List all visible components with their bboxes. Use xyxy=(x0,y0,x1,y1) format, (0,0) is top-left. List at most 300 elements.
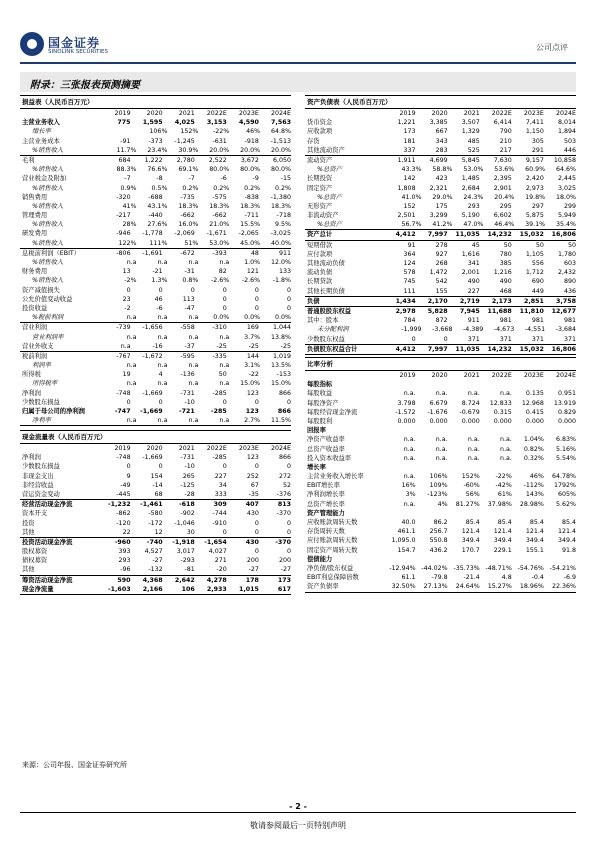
row-label: 总资产增长率 xyxy=(307,500,345,508)
value-cell: 0 xyxy=(158,398,163,406)
value-cell: 22 xyxy=(122,528,131,536)
table-heading: 资产负债表（人民币百万元） xyxy=(305,95,576,109)
value-cell xyxy=(416,555,448,564)
value-cell: 7,411 xyxy=(525,119,544,127)
value-cell: 23.4% xyxy=(147,146,168,154)
row-label: 营运资金变动 xyxy=(22,490,60,498)
value-cell: n.a. xyxy=(403,436,416,444)
value-cell: 21.0% xyxy=(209,221,230,229)
value-cell: 775 xyxy=(117,119,131,127)
value-cell: 15,032 xyxy=(519,345,544,353)
value-cell xyxy=(480,463,512,472)
row-label: 现金净流量 xyxy=(22,585,54,593)
row-label: 资本开支 xyxy=(22,510,48,518)
value-cell: 0.0% xyxy=(213,314,230,322)
value-cell: -370 xyxy=(276,510,291,518)
value-cell: -1,778 xyxy=(142,230,163,238)
value-cell: -132 xyxy=(148,566,163,574)
row-label: 资产管理能力 xyxy=(307,509,345,517)
value-cell: 3.1% xyxy=(244,362,261,370)
value-cell: 82 xyxy=(218,268,227,276)
value-cell: 364 xyxy=(403,250,416,258)
value-cell: 173 xyxy=(277,576,291,584)
value-cell: n.a xyxy=(157,417,168,425)
value-cell: 11,688 xyxy=(487,307,512,315)
value-cell: 490 xyxy=(467,278,480,286)
value-cell: 2,170 xyxy=(427,297,448,305)
value-cell: 265 xyxy=(182,472,195,480)
row-label: 长期贷款 xyxy=(307,278,333,286)
value-cell: -1,671 xyxy=(206,230,227,238)
value-cell: 27.13% xyxy=(423,583,448,591)
value-cell: -35.73% xyxy=(453,564,480,572)
value-cell: 4% xyxy=(437,500,448,508)
value-cell: 605% xyxy=(557,491,576,499)
value-cell: -1,461 xyxy=(140,501,163,509)
value-cell: 7,997 xyxy=(427,345,448,353)
value-cell: n.a xyxy=(219,380,230,388)
value-cell: -748 xyxy=(116,454,131,462)
value-cell: 297 xyxy=(531,202,544,210)
value-cell: 0 xyxy=(126,286,131,294)
row-label: 增长率 xyxy=(32,128,51,136)
table-row xyxy=(305,156,576,165)
value-cell: 0 xyxy=(222,304,227,312)
table-row xyxy=(20,174,291,183)
value-cell: 8,014 xyxy=(557,119,576,127)
value-cell: 0 xyxy=(158,463,163,471)
value-cell: -3,684 xyxy=(555,326,576,334)
row-label: 应收款项 xyxy=(307,128,333,136)
table-row xyxy=(20,211,291,220)
value-cell: -49 xyxy=(120,481,131,489)
value-cell: -8 xyxy=(156,175,163,183)
value-cell: 6.83% xyxy=(555,436,576,444)
value-cell: 13.8% xyxy=(270,333,291,341)
value-cell: 385 xyxy=(499,260,512,267)
row-label: 非流动资产 xyxy=(307,212,339,220)
table-row xyxy=(305,127,576,136)
value-cell: 0 xyxy=(286,519,291,527)
value-cell: -320 xyxy=(116,193,131,201)
value-cell: 24.3% xyxy=(463,193,484,201)
value-cell: 343 xyxy=(435,137,448,145)
value-cell: -22 xyxy=(248,371,259,379)
value-cell: -125 xyxy=(180,481,195,489)
value-cell: -42% xyxy=(495,482,512,490)
value-cell: -25 xyxy=(216,342,227,350)
value-cell: 1,015 xyxy=(238,585,259,593)
value-cell: -27 xyxy=(152,557,163,565)
row-label: 其他长期负债 xyxy=(307,287,345,295)
value-cell: -21.4 xyxy=(463,574,480,582)
value-cell: 121 xyxy=(246,268,259,276)
value-cell: 423 xyxy=(435,175,448,183)
row-label: 投资收益 xyxy=(22,304,48,312)
value-cell: 37.98% xyxy=(487,500,512,508)
value-cell: -4,673 xyxy=(493,326,515,334)
value-cell: -7 xyxy=(188,175,195,183)
row-label xyxy=(20,444,99,453)
value-cell: 61% xyxy=(497,491,512,499)
year-cell: 2022E xyxy=(491,110,512,117)
value-cell: 23 xyxy=(122,295,131,303)
value-cell: 866 xyxy=(277,408,291,415)
value-cell: -48.71% xyxy=(485,564,512,572)
value-cell: 217 xyxy=(499,146,512,154)
value-cell: 18.0% xyxy=(555,193,576,201)
table-row xyxy=(20,193,291,202)
value-cell xyxy=(480,509,512,518)
table-row xyxy=(305,435,576,444)
table-row xyxy=(20,286,291,295)
value-cell: -1.8% xyxy=(272,277,291,285)
table-row xyxy=(20,407,291,416)
value-cell: 3,507 xyxy=(461,119,480,127)
table-row xyxy=(305,345,576,354)
year-cell: 2019 xyxy=(114,445,131,452)
value-cell: 46 xyxy=(154,295,163,303)
value-cell: 2,432 xyxy=(557,269,576,277)
value-cell: 227 xyxy=(467,287,480,295)
value-cell: 0 xyxy=(222,463,227,471)
row-label: 财务费用 xyxy=(22,268,48,276)
value-cell: -22% xyxy=(212,128,230,136)
row-label: %销售收入 xyxy=(32,146,64,154)
value-cell: 80.0% xyxy=(209,166,230,174)
value-cell: 2,684 xyxy=(461,184,480,192)
value-cell: 123 xyxy=(246,454,259,462)
value-cell: -0.4 xyxy=(531,574,544,582)
value-cell: -744 xyxy=(212,510,227,518)
value-cell: 6,414 xyxy=(493,119,512,127)
value-cell: -20 xyxy=(216,566,227,574)
row-label: 主营业务收入 xyxy=(22,119,60,127)
value-cell: 41% xyxy=(122,202,137,210)
value-cell: n.a xyxy=(157,333,168,341)
value-cell: 200 xyxy=(246,557,259,565)
value-cell xyxy=(416,509,448,518)
value-cell: -1,672 xyxy=(142,352,163,360)
table-row xyxy=(20,118,291,127)
year-cell: 2024E xyxy=(555,110,576,117)
value-cell: 152 xyxy=(403,202,416,210)
value-cell: 2,851 xyxy=(523,297,544,305)
table-row xyxy=(305,454,576,463)
table-heading: 现金流量表（人民币百万元） xyxy=(20,430,291,444)
table-row xyxy=(20,295,291,304)
value-cell: 790 xyxy=(499,128,512,136)
value-cell: -2.6% xyxy=(241,277,261,285)
value-cell: 2,780 xyxy=(176,156,195,164)
value-cell: n.a xyxy=(126,380,137,388)
value-cell: 5.62% xyxy=(555,500,576,508)
brand-name-cn: 国金证券 xyxy=(48,36,101,50)
value-cell xyxy=(448,380,480,389)
value-cell: n.a xyxy=(157,380,168,388)
row-label: 其他 xyxy=(22,566,35,574)
value-cell: 0.951 xyxy=(557,390,576,398)
row-label: 应付账款周转天数 xyxy=(307,537,358,545)
value-cell: -662 xyxy=(180,212,195,220)
row-label: 公允价值变动收益 xyxy=(22,295,73,303)
value-cell: 24.64% xyxy=(455,583,480,591)
table-row xyxy=(305,509,576,518)
table-row xyxy=(305,259,576,268)
value-cell: n.a. xyxy=(499,436,512,444)
row-label: 回报率 xyxy=(307,427,326,435)
table-row xyxy=(305,118,576,127)
row-label: 利润率 xyxy=(32,362,51,370)
value-cell: 0 xyxy=(443,335,448,343)
value-cell xyxy=(480,555,512,564)
value-cell: n.a xyxy=(120,342,131,350)
value-cell: -172 xyxy=(148,519,163,527)
value-cell: 690 xyxy=(531,278,544,286)
value-cell: 47.0% xyxy=(463,221,484,229)
value-cell: 56% xyxy=(465,491,480,499)
value-cell: 745 xyxy=(403,278,416,286)
value-cell: 3.7% xyxy=(244,333,261,341)
table-row xyxy=(305,146,576,156)
value-cell: 2,395 xyxy=(493,175,512,183)
value-cell: n.a xyxy=(188,362,199,370)
value-cell: 436 xyxy=(563,287,576,295)
table-row xyxy=(305,193,576,202)
value-cell: 11,035 xyxy=(455,231,480,239)
value-cell: 142 xyxy=(403,175,416,183)
ratio-analysis-table xyxy=(305,357,576,593)
row-label: 应收账款周转天数 xyxy=(307,519,358,526)
value-cell: 51% xyxy=(184,239,199,247)
value-cell: 981 xyxy=(563,317,576,325)
table-row xyxy=(305,389,576,398)
row-label: 非经营收益 xyxy=(22,481,54,489)
footer-divider xyxy=(20,812,576,813)
year-cell: 2021 xyxy=(463,372,480,379)
value-cell: -14 xyxy=(152,481,163,489)
table-row xyxy=(305,316,576,325)
value-cell: 866 xyxy=(278,454,291,462)
value-cell: 333 xyxy=(214,490,227,498)
value-cell: 155.1 xyxy=(525,546,544,554)
value-cell: 106% xyxy=(429,473,448,481)
value-cell: -120 xyxy=(116,519,131,527)
value-cell: 813 xyxy=(277,501,291,509)
page-header xyxy=(0,0,596,62)
value-cell: 2,522 xyxy=(208,156,227,164)
value-cell: 39.1% xyxy=(525,221,546,229)
value-cell: 295 xyxy=(499,202,512,210)
row-label: 净利润增长率 xyxy=(307,491,345,499)
value-cell: 12.833 xyxy=(489,399,512,407)
row-label: 毛利 xyxy=(22,156,35,164)
value-cell: 3% xyxy=(405,491,416,499)
value-cell: -60% xyxy=(463,482,480,490)
value-cell: 7,630 xyxy=(493,156,512,164)
row-label: %销售收入 xyxy=(32,259,64,266)
value-cell: 393 xyxy=(118,548,131,556)
value-cell: 85.4 xyxy=(529,519,544,526)
row-label: 债权募资 xyxy=(22,557,48,565)
table-row xyxy=(305,307,576,316)
year-cell: 2022E xyxy=(206,445,227,452)
value-cell: n.a. xyxy=(499,445,512,453)
value-cell: 86.2 xyxy=(433,519,448,526)
value-cell: n.a xyxy=(188,333,199,341)
value-cell: 981 xyxy=(531,317,544,325)
table-row xyxy=(20,556,291,565)
value-cell: 88.3% xyxy=(116,166,137,174)
document-type: 公司点评 xyxy=(536,43,568,52)
value-cell: 4,412 xyxy=(395,231,416,239)
value-cell: 50 xyxy=(535,241,544,249)
row-label: EBIT利息保障倍数 xyxy=(307,574,359,582)
value-cell xyxy=(480,380,512,389)
value-cell: 927 xyxy=(435,250,448,258)
value-cell: 111 xyxy=(403,287,416,295)
value-cell: -748 xyxy=(116,389,131,397)
value-cell: 60.9% xyxy=(525,166,546,174)
value-cell: n.a. xyxy=(467,454,480,462)
value-cell: 0.000 xyxy=(493,417,512,425)
value-cell: -672 xyxy=(180,249,195,257)
row-label: 其中：股本 xyxy=(307,317,339,325)
value-cell: 490 xyxy=(499,278,512,286)
year-cell: 2023E xyxy=(238,110,259,117)
value-cell xyxy=(544,380,576,389)
row-label xyxy=(305,371,384,380)
value-cell: 5.54% xyxy=(555,454,576,462)
value-cell: 6,050 xyxy=(272,156,291,164)
table-row xyxy=(305,527,576,536)
value-cell: 109% xyxy=(429,482,448,490)
table-row xyxy=(305,564,576,573)
value-cell: 468 xyxy=(499,287,512,295)
value-cell: n.a xyxy=(188,380,199,388)
row-label: 普通股股东权益 xyxy=(307,307,352,315)
year-cell: 2022E xyxy=(491,372,512,379)
value-cell xyxy=(512,380,544,389)
value-cell: -580 xyxy=(148,510,163,518)
row-label: %销售收入 xyxy=(32,202,64,210)
value-cell: -35 xyxy=(248,490,259,498)
value-cell: 152% xyxy=(180,128,199,136)
value-cell: 337 xyxy=(403,146,416,154)
table-row xyxy=(305,555,576,564)
value-cell: 106% xyxy=(149,128,168,136)
value-cell: 0.415 xyxy=(525,408,544,416)
value-cell: -1,654 xyxy=(204,538,227,546)
value-cell: 0 xyxy=(158,286,163,294)
value-cell: -2,065 xyxy=(238,230,259,238)
value-cell: 6.679 xyxy=(429,399,448,407)
value-cell: -27 xyxy=(280,566,291,574)
value-cell: 780 xyxy=(499,250,512,258)
value-cell: 0.0% xyxy=(275,314,291,322)
table-row xyxy=(20,416,291,425)
row-label: %销售收入 xyxy=(32,277,64,285)
value-cell: 12,677 xyxy=(551,307,576,315)
value-cell: 4,368 xyxy=(142,576,163,584)
value-cell: -1,513 xyxy=(270,137,291,145)
value-cell: 3,672 xyxy=(240,156,259,164)
value-cell: n.a xyxy=(188,259,199,266)
value-cell: 11.7% xyxy=(116,146,137,154)
value-cell: -136 xyxy=(180,371,195,379)
value-cell: 0 xyxy=(254,286,259,294)
table-row xyxy=(20,333,291,342)
value-cell: 0 xyxy=(286,286,291,294)
value-cell: -6 xyxy=(220,175,227,183)
value-cell: 16.0% xyxy=(178,221,199,229)
value-cell: 3,025 xyxy=(557,184,576,192)
value-cell: -37 xyxy=(184,342,195,350)
table-row xyxy=(20,500,291,509)
row-label: 其他流动资产 xyxy=(307,146,345,154)
table-row xyxy=(305,165,576,174)
row-label xyxy=(305,109,384,118)
value-cell: -740 xyxy=(146,538,163,546)
value-cell: 15,032 xyxy=(519,231,544,239)
row-label: 息税前利润（EBIT） xyxy=(22,249,81,257)
value-cell: -1,603 xyxy=(108,585,131,593)
value-cell: 50 xyxy=(218,371,227,379)
table-row xyxy=(305,241,576,250)
value-cell: -21 xyxy=(152,268,163,276)
value-cell: 272 xyxy=(278,472,291,480)
table-row xyxy=(305,472,576,481)
value-cell: 3,758 xyxy=(556,297,576,305)
value-cell: 9,157 xyxy=(525,156,544,164)
table-row xyxy=(20,165,291,174)
value-cell: 407 xyxy=(245,501,259,509)
value-cell: -3,668 xyxy=(432,326,453,334)
value-cell: n.a xyxy=(157,314,168,322)
value-cell: 20.0% xyxy=(270,146,291,154)
value-cell: n.a. xyxy=(403,454,416,462)
year-cell: 2024E xyxy=(555,372,576,379)
value-cell: 430 xyxy=(246,510,259,518)
header-divider xyxy=(20,62,576,64)
value-cell: 271 xyxy=(214,557,227,565)
value-cell: 0.0% xyxy=(244,314,261,322)
value-cell: 252 xyxy=(246,472,259,480)
year-cell: 2023E xyxy=(238,445,259,452)
value-cell: 1,044 xyxy=(272,324,291,332)
year-cell: 2021 xyxy=(178,110,195,117)
value-cell: -1.676 xyxy=(427,408,448,416)
value-cell: -721 xyxy=(178,408,195,415)
table-row xyxy=(20,519,291,528)
row-label: 每股净资产 xyxy=(307,399,339,407)
row-label: 所得税 xyxy=(22,371,41,379)
value-cell: 3,385 xyxy=(429,119,448,127)
table-row xyxy=(20,538,291,547)
value-cell: 1,780 xyxy=(557,250,576,258)
value-cell: -10 xyxy=(184,398,195,406)
value-cell: 349.4 xyxy=(525,537,544,545)
value-cell xyxy=(106,127,137,136)
value-cell: 91 xyxy=(407,241,416,249)
table-row xyxy=(20,267,291,276)
income-statement-table xyxy=(20,95,291,426)
value-cell: 430 xyxy=(245,538,259,546)
row-label: 净利润 xyxy=(22,389,41,397)
value-cell: 13.5% xyxy=(270,362,291,370)
value-cell: 144 xyxy=(246,352,259,360)
value-cell: -806 xyxy=(116,249,131,257)
